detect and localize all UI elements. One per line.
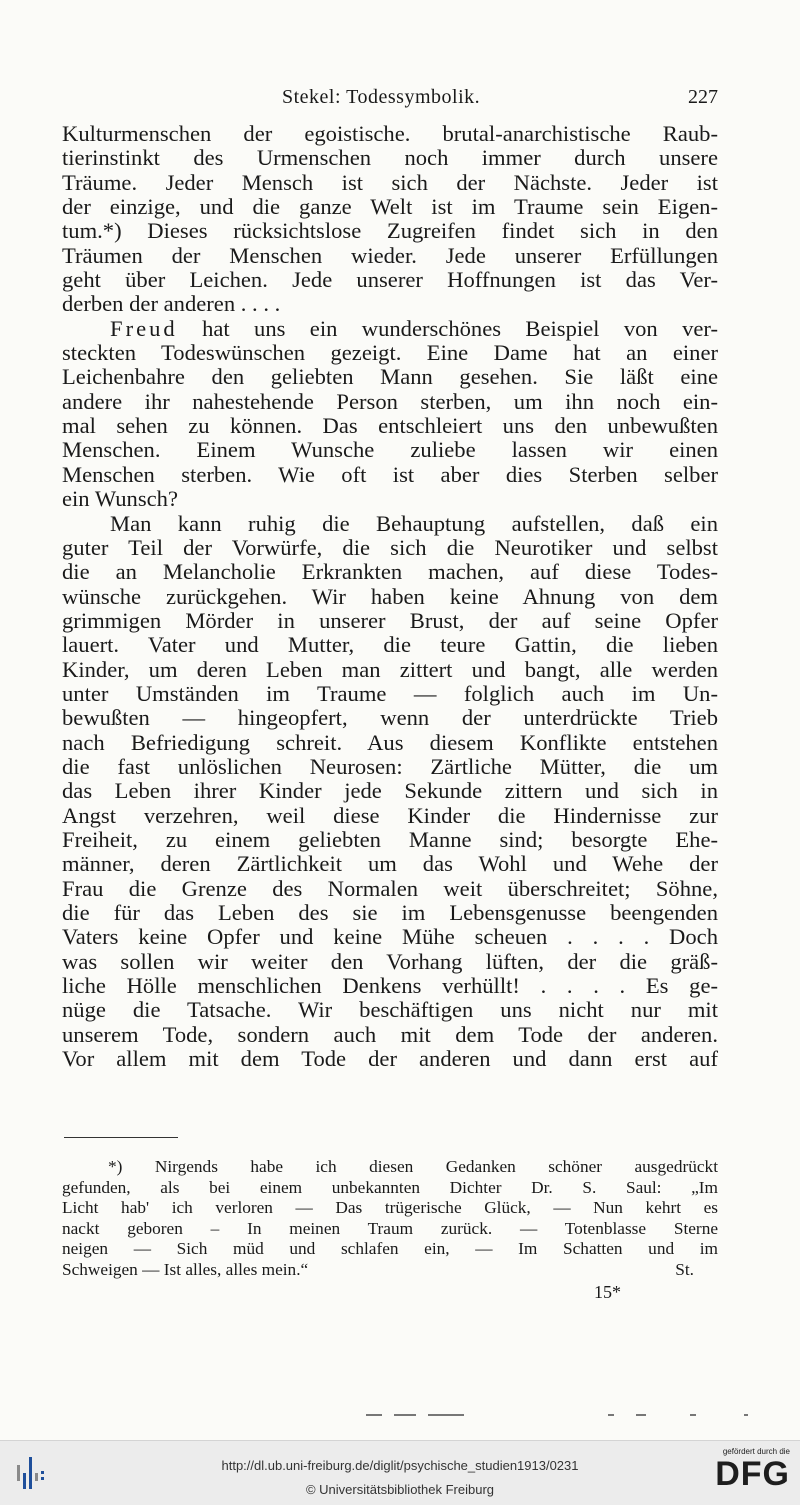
text-line: nüge die Tatsache. Wir beschäftigen uns nicht nur mit: [62, 997, 718, 1023]
running-head: [62, 86, 718, 114]
text-line: Kinder, um deren Leben man zittert und bangt, alle werden: [62, 656, 718, 682]
text-line: Träume. Jeder Mensch ist sich der Nächste. Jeder ist: [62, 169, 718, 195]
text-line: was sollen wir weiter den Vorhang lüften, der die gräß-: [62, 948, 718, 974]
text-line: derben der anderen . . . .: [62, 291, 281, 317]
footnote-line: nackt geboren – In meinen Traum zurück. — Totenblasse Sterne: [62, 1218, 718, 1238]
running-head-title: Stekel: Todessymbolik.: [282, 86, 481, 108]
dfg-caption: gefördert durch die: [722, 1447, 790, 1456]
footnote-signature: St.: [675, 1259, 694, 1279]
text-line: lauert. Vater und Mutter, die teure Gattin, die lieben: [62, 632, 718, 658]
footnote-rule: [64, 1137, 178, 1138]
text-line: Angst verzehren, weil diese Kinder die Hindernisse zur: [62, 802, 718, 828]
scan-artifacts: [360, 1414, 760, 1418]
text-line: Leichenbahre den geliebten Mann gesehen. Sie läßt eine: [62, 364, 718, 390]
footnote-line: *) Nirgends habe ich diesen Gedanken schöner ausgedrückt: [108, 1157, 718, 1176]
text-line: Freiheit, zu einem geliebten Manne sind; besorgte Ehe-: [62, 826, 718, 852]
text-line: Vor allem mit dem Tode der anderen und dann erst auf: [62, 1046, 718, 1072]
footnote-line: Schweigen — Ist alles, alles mein.“: [62, 1259, 309, 1279]
text-line: Menschen sterben. Wie oft ist aber dies Sterben selber: [62, 461, 718, 487]
text-line: liche Hölle menschlichen Denkens verhüllt! . . . . Es ge-: [62, 973, 718, 999]
text-line: nach Befriedigung schreit. Aus diesem Konflikte entstehen: [62, 729, 718, 755]
body-text: [62, 122, 718, 1071]
text-line: mal sehen zu können. Das entschleiert uns den unbewußten: [62, 413, 718, 439]
text-line: tierinstinkt des Urmenschen noch immer durch unsere: [62, 145, 718, 171]
text-line: die für das Leben des sie im Lebensgenusse beengenden: [62, 900, 718, 925]
footnote-line: neigen — Sich müd und schlafen ein, — Im Schatten und im: [62, 1239, 718, 1258]
text-line: Menschen. Einem Wunsche zuliebe lassen wir einen: [62, 437, 718, 463]
text-line: Man kann ruhig die Behauptung aufstellen, daß ein: [110, 510, 718, 536]
text-line: Vaters keine Opfer und keine Mühe scheuen . . . . Doch: [62, 924, 718, 950]
text-line: Freud hat uns ein wunderschönes Beispiel von ver-: [110, 315, 718, 341]
footnote: [62, 1157, 718, 1280]
footnote-line-last: [62, 1260, 718, 1281]
text-line: grimmigen Mörder in unserer Brust, der auf seine Opfer: [62, 607, 718, 633]
text-line: bewußten — hingeopfert, wenn der unterdrückte Trieb: [62, 705, 718, 731]
viewer-footer: [0, 1440, 800, 1505]
footnote-line: Licht hab' ich verloren — Das trügerische Glück, — Nun kehrt es: [62, 1198, 718, 1217]
dfg-logo-text: DFG: [715, 1455, 790, 1493]
text-line: die fast unlöslichen Neurosen: Zärtliche Mütter, die um: [62, 753, 718, 779]
footnote-line: gefunden, als bei einem unbekannten Dichter Dr. S. Saul: „Im: [62, 1177, 718, 1197]
text-line: tum.*) Dieses rücksichtslose Zugreifen findet sich in den: [62, 218, 718, 244]
text-line: das Leben ihrer Kinder jede Sekunde zittern und sich in: [62, 778, 718, 804]
text-line: guter Teil der Vorwürfe, die sich die Neurotiker und selbst: [62, 534, 718, 560]
text-line: Kulturmenschen der egoistische. brutal-anarchistische Raub-: [62, 121, 718, 146]
text-line: steckten Todeswünschen gezeigt. Eine Dame hat an einer: [62, 340, 718, 366]
text-line: andere ihr nahestehende Person sterben, um ihn noch ein-: [62, 388, 718, 414]
text-line: unter Umständen im Traume — folglich auch im Un-: [62, 680, 718, 706]
text-line: männer, deren Zärtlichkeit um das Wohl und Wehe der: [62, 851, 718, 877]
signature-mark: 15*: [594, 1282, 621, 1302]
page-number: 227: [688, 86, 718, 108]
text-line: unserem Tode, sondern auch mit dem Tode der anderen.: [62, 1021, 718, 1047]
text-line: wünsche zurückgehen. Wir haben keine Ahnung von dem: [62, 583, 718, 609]
text-line: der einzige, und die ganze Welt ist im Traume sein Eigen-: [62, 194, 718, 220]
dfg-logo-icon: [704, 1447, 790, 1501]
permalink-url[interactable]: http://dl.ub.uni-freiburg.de/diglit/psychische_studien1913/0231: [221, 1458, 579, 1473]
text-line: Träumen der Menschen wieder. Jede unserer Erfüllungen: [62, 242, 718, 268]
text-line: ein Wunsch?: [62, 486, 179, 512]
text-line: Frau die Grenze des Normalen weit überschreitet; Söhne,: [62, 875, 718, 901]
copyright-notice: © Universitätsbibliothek Freiburg: [305, 1482, 495, 1497]
text-line: die an Melancholie Erkrankten machen, auf diese Todes-: [62, 559, 718, 585]
text-line: geht über Leichen. Jede unserer Hoffnungen ist das Ver-: [62, 267, 718, 293]
